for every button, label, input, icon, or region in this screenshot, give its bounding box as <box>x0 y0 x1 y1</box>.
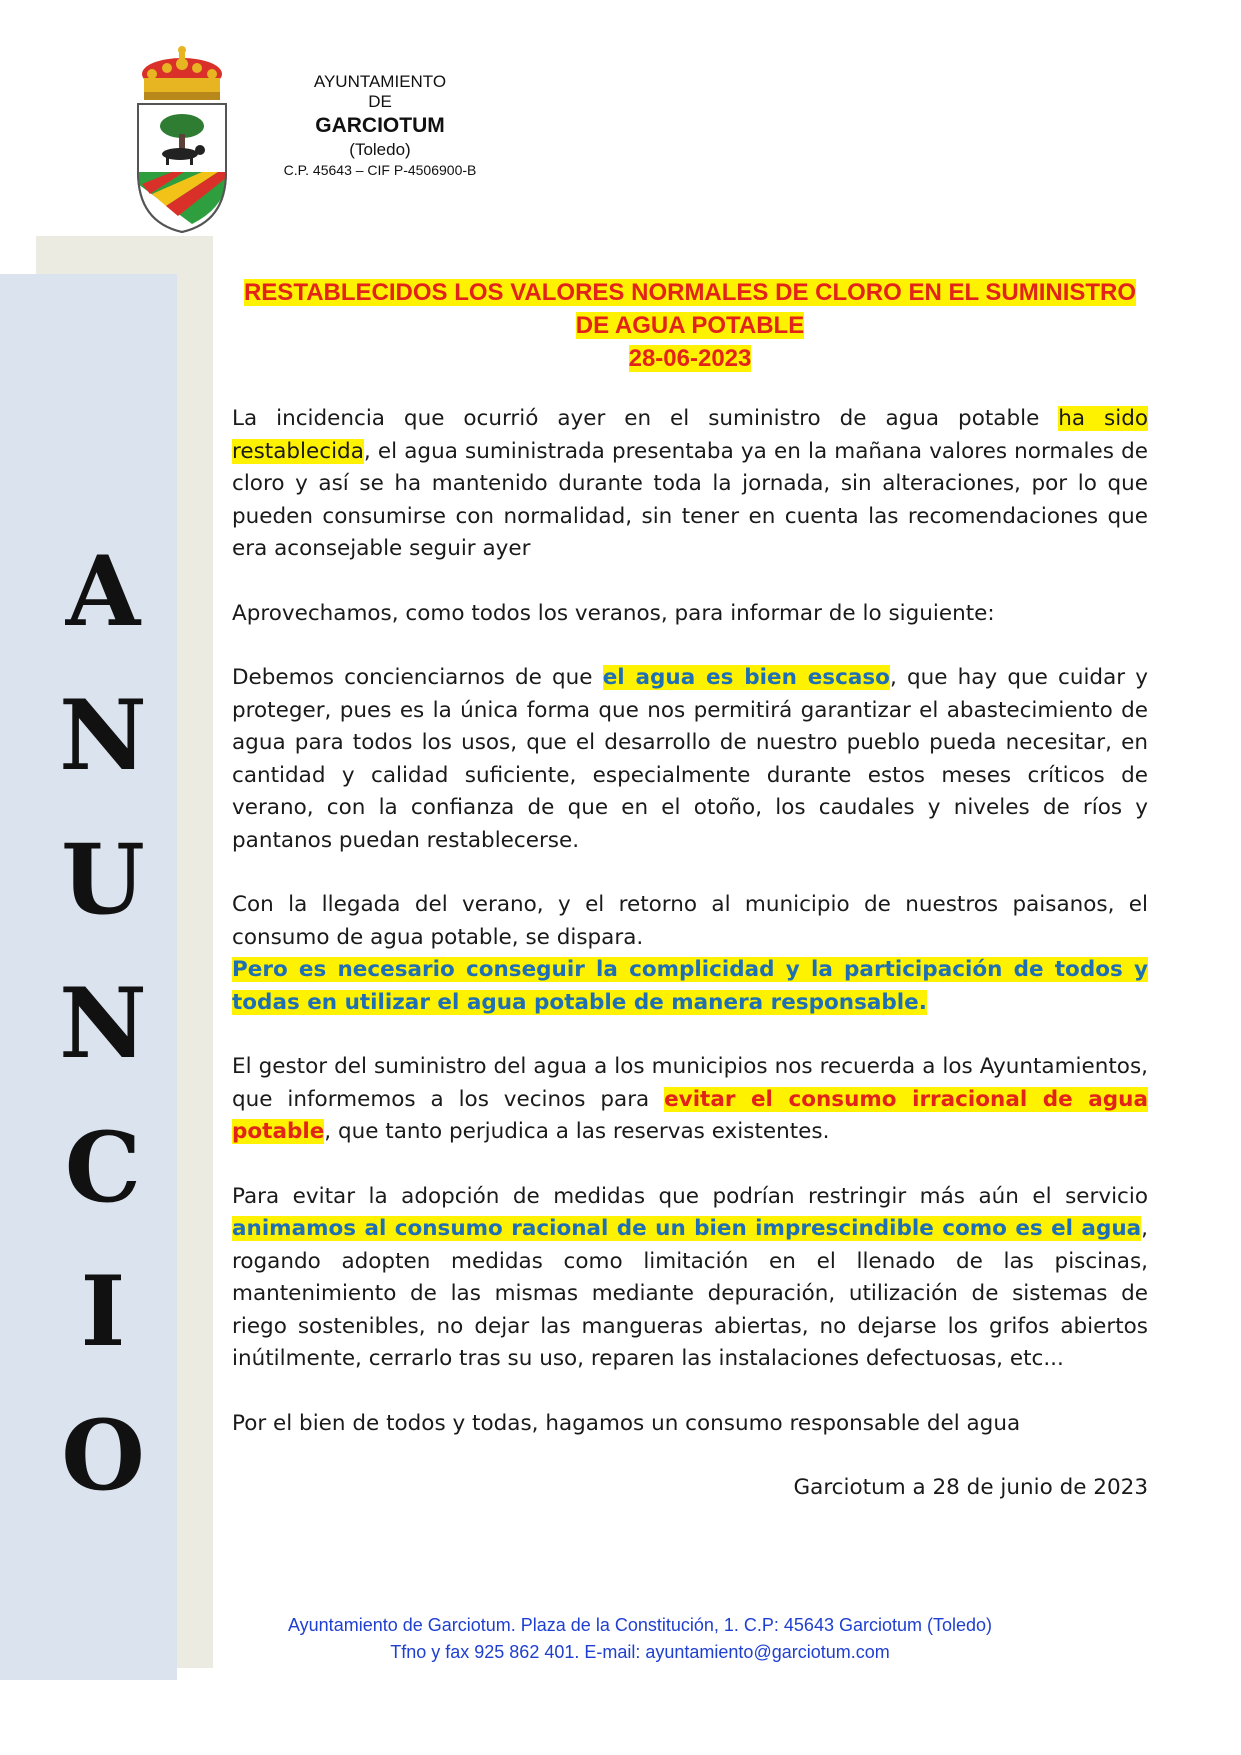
letterhead-line2: DE <box>368 92 392 111</box>
footer <box>200 1612 1080 1666</box>
text-run: , que hay que cuidar y proteger, pues es la única forma que nos permitirá garantizar el abastecimiento de agua para todos los usos, que el desarrollo de nuestro pueblo pueda necesitar, en cantidad y calidad suficiente, especialmente durante estos meses críticos de verano, con la confianza de que en el otoño, los caudales y niveles de ríos y pantanos puedan restablecerse. <box>232 665 1148 853</box>
footer-address: Ayuntamiento de Garciotum. Plaza de la Constitución, 1. C.P: 45643 Garciotum (Toledo) <box>287 1615 993 1635</box>
letterhead <box>250 72 510 180</box>
vertical-letter: A <box>65 535 141 648</box>
paragraph-4 <box>232 889 1148 1019</box>
title-date: 28-06-2023 <box>628 345 752 372</box>
highlighted-text: el agua es bien escaso <box>602 665 890 690</box>
vertical-letter: U <box>61 823 145 936</box>
municipal-coat-of-arms-icon <box>132 44 232 234</box>
letterhead-line1: AYUNTAMIENTO <box>313 72 447 91</box>
vertical-letter: N <box>59 679 147 792</box>
footer-contact: Tfno y fax 925 862 401. E-mail: ayuntamiento@garciotum.com <box>390 1642 890 1662</box>
vertical-anuncio-word <box>38 520 168 1528</box>
text-run: , rogando adopten medidas como limitación en el llenado de las piscinas, mantenimiento de las mismas mediante depuración, utilización de sistemas de riego sostenibles, no dejar las mangueras abiertas, no dejarse los grifos abiertos inútilmente, cerrarlo tras su uso, reparen las instalaciones defectuosas, etc... <box>232 1216 1148 1371</box>
title-line1: RESTABLECIDOS LOS VALORES NORMALES DE CLORO EN EL SUMINISTRO <box>243 279 1137 306</box>
highlighted-text: Pero es necesario conseguir la complicidad y la participación de todos y todas en utilizar el agua potable de manera responsable. <box>232 957 1148 1015</box>
text-run: , el agua suministrada presentaba ya en la mañana valores normales de cloro y así se ha mantenido durante toda la jornada, sin alteraciones, por lo que pueden consumirse con normalidad, sin tener en cuenta las recomendaciones que era aconsejable seguir ayer <box>232 438 1148 561</box>
highlighted-text: evitar el consumo irracional de agua potable <box>232 1086 1148 1144</box>
vertical-letter: I <box>80 1255 126 1368</box>
announcement-body <box>232 276 1148 1505</box>
text-run: , que tanto perjudica a las reservas existentes. <box>324 1119 830 1144</box>
highlighted-text: ha sido restablecida <box>232 406 1148 464</box>
paragraph-6 <box>232 1181 1148 1376</box>
text-run: Para evitar la adopción de medidas que podrían restringir más aún el servicio <box>232 1183 1148 1209</box>
text-run: Con la llegada del verano, y el retorno al municipio de nuestros paisanos, el consumo de agua potable, se dispara. <box>232 892 1148 950</box>
province: (Toledo) <box>349 140 411 159</box>
text-run: El gestor del suministro del agua a los municipios nos recuerda a los Ayuntamientos, que informemos a los vecinos para <box>232 1054 1148 1112</box>
announcement-title <box>232 276 1148 375</box>
highlighted-text: animamos al consumo racional de un bien imprescindible como es el agua <box>232 1216 1142 1241</box>
vertical-letter: C <box>64 1111 142 1224</box>
paragraph-1 <box>232 403 1148 566</box>
text-run: La incidencia que ocurrió ayer en el suministro de agua potable <box>232 406 1059 431</box>
paragraph-7: Por el bien de todos y todas, hagamos un consumo responsable del agua <box>232 1410 1021 1436</box>
text-run: Debemos concienciarnos de que <box>232 665 603 690</box>
municipality-name: GARCIOTUM <box>315 114 445 137</box>
vertical-letter: N <box>59 967 147 1080</box>
paragraph-5 <box>232 1051 1148 1149</box>
signature-date: Garciotum a 28 de junio de 2023 <box>793 1475 1148 1500</box>
postal-code-cif: C.P. 45643 – CIF P-4506900-B <box>283 162 477 178</box>
paragraph-2: Aprovechamos, como todos los veranos, para informar de lo siguiente: <box>232 600 995 626</box>
title-line2: DE AGUA POTABLE <box>575 312 805 339</box>
paragraph-3 <box>232 662 1148 857</box>
vertical-letter: O <box>61 1399 145 1512</box>
